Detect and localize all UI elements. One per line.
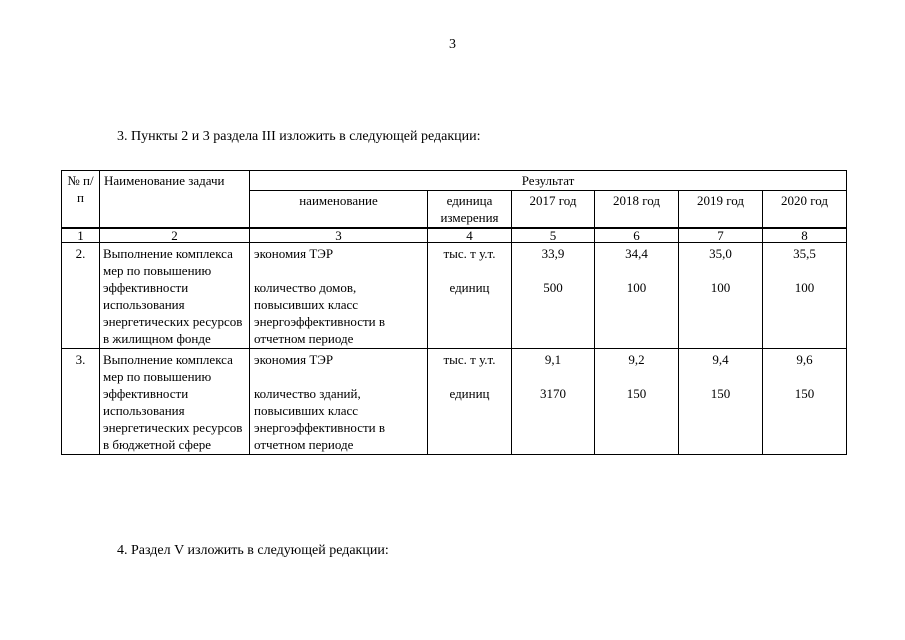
col-number: 7: [679, 228, 763, 243]
value: 9,2: [628, 352, 645, 367]
value: 150: [626, 386, 647, 401]
header-2019: 2019 год: [679, 191, 763, 229]
col-number: 4: [428, 228, 512, 243]
header-result: Результат: [250, 171, 847, 191]
value: 150: [794, 386, 815, 401]
value: 34,4: [625, 246, 648, 261]
header-2020: 2020 год: [763, 191, 847, 229]
row-number: 2.: [62, 243, 100, 349]
header-name: наименование: [250, 191, 428, 229]
value: 9,1: [544, 352, 562, 367]
header-unit: единица измерения: [428, 191, 512, 229]
paragraph-section-4: 4. Раздел V изложить в следующей редакции:: [117, 543, 389, 558]
col-number: 3: [250, 228, 428, 243]
value-2017-cell: [512, 349, 595, 455]
row-number: 3.: [62, 349, 100, 455]
value-2020-cell: [763, 243, 847, 349]
unit-cell: [428, 349, 512, 455]
value: 33,9: [541, 246, 565, 261]
value: 500: [543, 280, 563, 295]
indicator-name: экономия ТЭР: [254, 352, 334, 367]
unit: тыс. т у.т.: [443, 246, 496, 261]
value-2018-cell: [595, 243, 679, 349]
value: 35,0: [709, 246, 732, 261]
value: 9,4: [712, 352, 729, 367]
task-name: Выполнение комплекса мер по повышению эффективности использования энергетических ресурсов в бюджетной сфере: [100, 349, 250, 455]
indicator-name: количество домов, повысивших класс энергоэффективности в отчетном периоде: [254, 280, 386, 346]
value: 3170: [540, 386, 566, 401]
column-number-row: [62, 228, 847, 243]
value: 100: [710, 280, 731, 295]
unit: тыс. т у.т.: [443, 352, 496, 367]
page-number: 3: [449, 37, 456, 52]
value-2019-cell: [679, 243, 763, 349]
indicator-name: количество зданий, повысивших класс энергоэффективности в отчетном периоде: [254, 386, 386, 452]
header-2017: 2017 год: [512, 191, 595, 229]
task-name: Выполнение комплекса мер по повышению эффективности использования энергетических ресурсов в жилищном фонде: [100, 243, 250, 349]
value: 9,6: [796, 352, 813, 367]
col-number: 1: [62, 228, 100, 243]
col-number: 5: [512, 228, 595, 243]
header-task: Наименование задачи: [100, 171, 250, 229]
header-2018: 2018 год: [595, 191, 679, 229]
indicator-name-cell: [250, 243, 428, 349]
unit: единиц: [449, 280, 490, 295]
value-2017-cell: [512, 243, 595, 349]
indicator-name-cell: [250, 349, 428, 455]
col-number: 6: [595, 228, 679, 243]
indicator-name: экономия ТЭР: [254, 246, 334, 261]
unit-cell: [428, 243, 512, 349]
table-row: [62, 243, 847, 349]
paragraph-section-3: 3. Пункты 2 и 3 раздела III изложить в следующей редакции:: [117, 129, 481, 144]
value-2020-cell: [763, 349, 847, 455]
table-row: [62, 349, 847, 455]
value: 35,5: [793, 246, 816, 261]
value: 150: [710, 386, 731, 401]
col-number: 8: [763, 228, 847, 243]
unit: единиц: [449, 386, 490, 401]
results-table: [61, 170, 847, 455]
header-row-1: [62, 171, 847, 191]
value: 100: [794, 280, 815, 295]
header-no: № п/п: [62, 171, 100, 229]
value-2019-cell: [679, 349, 763, 455]
value-2018-cell: [595, 349, 679, 455]
value: 100: [626, 280, 647, 295]
col-number: 2: [100, 228, 250, 243]
